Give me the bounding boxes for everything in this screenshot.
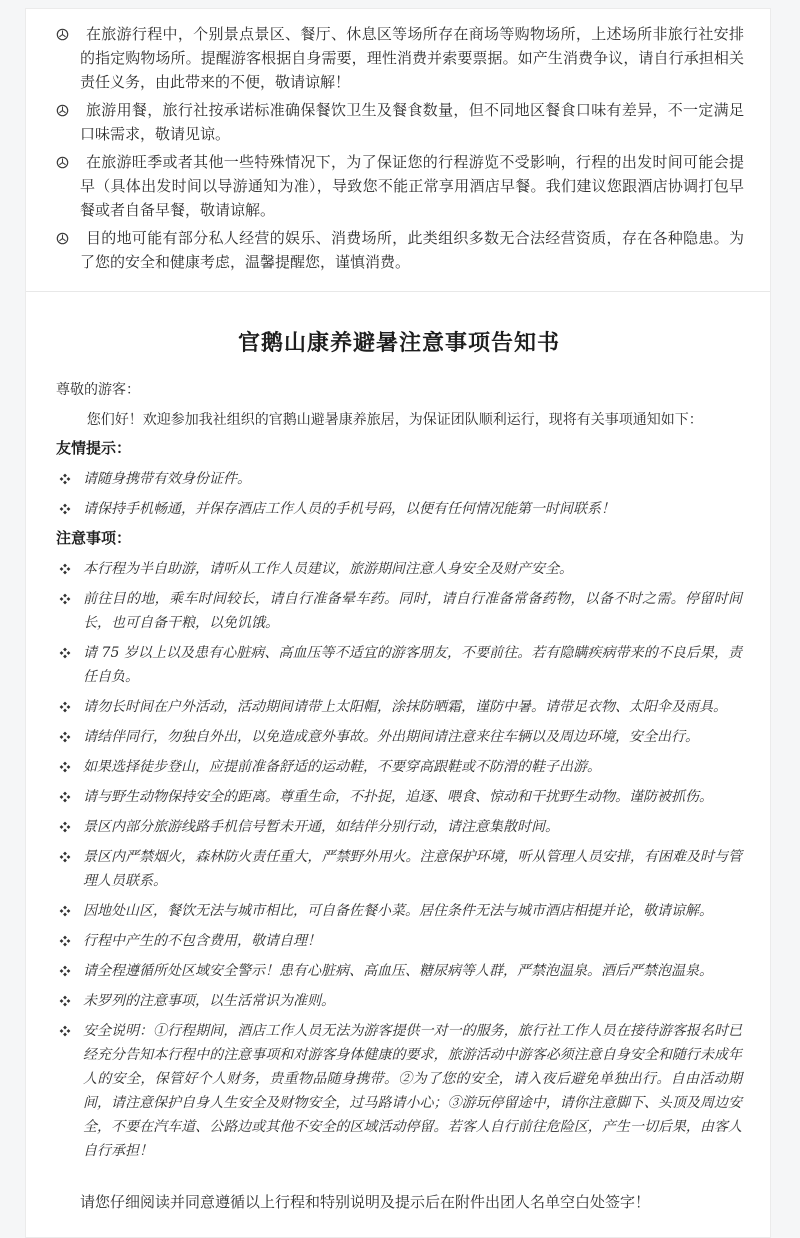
note-text: 本行程为半自助游，请听从工作人员建议，旅游期间注意人身安全及财产安全。 [83, 561, 573, 577]
note-item [56, 557, 742, 581]
salutation: 尊敬的游客： [56, 381, 140, 397]
tips-heading: 友情提示： [56, 440, 132, 457]
four-diamond-icon [59, 701, 71, 713]
clock-icon [56, 28, 69, 41]
disclaimer-text: 在旅游行程中，个别景点景区、餐厅、休息区等场所存在商场等购物场所，上述场所非旅行社安排的指定购物场所。提醒游客根据自身需要，理性消费并索要票据。如产生消费争议，请自行承担相关责任义务，由此带来的不便，敬请谅解！ [80, 26, 744, 91]
clock-icon [56, 232, 69, 245]
note-text: 请勿长时间在户外活动，活动期间请带上太阳帽，涂抹防晒霜，谨防中暑。请带足衣物、太阳伞及雨具。 [83, 699, 727, 715]
tip-item [56, 467, 742, 491]
four-diamond-icon [59, 593, 71, 605]
note-text: 景区内严禁烟火，森林防火责任重大，严禁野外用火。注意保护环境，听从管理人员安排，有困难及时与管理人员联系。 [83, 849, 742, 889]
note-item [56, 641, 742, 689]
note-item [56, 989, 742, 1013]
note-item [56, 785, 742, 809]
disclaimer-item [54, 23, 744, 95]
disclaimer-list [54, 23, 744, 275]
four-diamond-icon [59, 965, 71, 977]
disclaimer-item [54, 151, 744, 223]
note-item [56, 959, 742, 983]
note-text: 前往目的地，乘车时间较长，请自行准备晕车药。同时，请自行准备常备药物，以备不时之需。停留时间长，也可自备干粮，以免饥饿。 [83, 591, 742, 631]
notice-title: 官鹅山康养避暑注意事项告知书 [237, 330, 560, 355]
note-text: 请全程遵循所处区域安全警示！患有心脏病、高血压、糖尿病等人群，严禁泡温泉。酒后严禁泡温泉。 [83, 963, 713, 979]
note-item [56, 815, 742, 839]
tip-item [56, 497, 742, 521]
disclaimer-item [54, 99, 744, 147]
note-text: 行程中产生的不包含费用，敬请自理！ [83, 933, 321, 949]
notes-list [56, 557, 742, 1163]
tips-list [56, 467, 742, 521]
notes-heading: 注意事项： [56, 530, 132, 547]
clock-icon [56, 104, 69, 117]
disclaimer-text: 在旅游旺季或者其他一些特殊情况下，为了保证您的行程游览不受影响，行程的出发时间可能会提早（具体出发时间以导游通知为准），导致您不能正常享用酒店早餐。我们建议您跟酒店协调打包早餐或者自备早餐，敬请谅解。 [80, 154, 744, 219]
note-text: 因地处山区，餐饮无法与城市相比，可自备佐餐小菜。居住条件无法与城市酒店相提并论，敬请谅解。 [83, 903, 713, 919]
note-item [56, 929, 742, 953]
four-diamond-icon [59, 731, 71, 743]
note-item [56, 845, 742, 893]
tip-text: 请保持手机畅通，并保存酒店工作人员的手机号码，以便有任何情况能第一时间联系！ [83, 501, 615, 517]
note-item [56, 755, 742, 779]
note-item [56, 1019, 742, 1163]
note-text: 未罗列的注意事项，以生活常识为准则。 [83, 993, 335, 1009]
four-diamond-icon [59, 761, 71, 773]
notice-section [26, 292, 770, 1237]
four-diamond-icon [59, 1025, 71, 1037]
four-diamond-icon [59, 563, 71, 575]
four-diamond-icon [59, 473, 71, 485]
greeting: 您们好！欢迎参加我社组织的官鹅山避暑康养旅居，为保证团队顺利运行，现将有关事项通知如下： [86, 411, 703, 427]
four-diamond-icon [59, 821, 71, 833]
note-text: 请与野生动物保持安全的距离。尊重生命，不扑捉，追逐、喂食、惊动和干扰野生动物。谨防被抓伤。 [83, 789, 713, 805]
note-item [56, 695, 742, 719]
note-item [56, 725, 742, 749]
disclaimer-item [54, 227, 744, 275]
note-text: 如果选择徒步登山，应提前准备舒适的运动鞋，不要穿高跟鞋或不防滑的鞋子出游。 [83, 759, 601, 775]
four-diamond-icon [59, 935, 71, 947]
four-diamond-icon [59, 851, 71, 863]
disclaimer-text: 旅游用餐，旅行社按承诺标准确保餐饮卫生及餐食数量，但不同地区餐食口味有差异，不一定满足口味需求，敬请见谅。 [80, 102, 744, 143]
four-diamond-icon [59, 791, 71, 803]
four-diamond-icon [59, 647, 71, 659]
clock-icon [56, 156, 69, 169]
disclaimer-text: 目的地可能有部分私人经营的娱乐、消费场所，此类组织多数无合法经营资质，存在各种隐患。为了您的安全和健康考虑，温馨提醒您，谨慎消费。 [80, 230, 744, 271]
note-text: 请 75 岁以上以及患有心脏病、高血压等不适宜的游客朋友，不要前往。若有隐瞒疾病带来的不良后果，责任自负。 [83, 645, 742, 685]
note-text: 安全说明：①行程期间，酒店工作人员无法为游客提供一对一的服务，旅行社工作人员在接待游客报名时已经充分告知本行程中的注意事项和对游客身体健康的要求，旅游活动中游客必须注意自身安全和随行未成年人的安全，保管好个人财务，贵重物品随身携带。②为了您的安全，请入夜后避免单独出行。自由活动期间，请注意保护自身人生安全及财物安全，过马路请小心；③游玩停留途中，请你注意脚下、头顶及周边安全，不要在汽车道、公路边或其他不安全的区域活动停留。若客人自行前往危险区，产生一切后果，由客人自行承担！ [83, 1023, 742, 1159]
note-text: 景区内部分旅游线路手机信号暂未开通，如结伴分别行动，请注意集散时间。 [83, 819, 559, 835]
four-diamond-icon [59, 503, 71, 515]
note-item [56, 899, 742, 923]
note-item [56, 587, 742, 635]
document-page [25, 8, 771, 1238]
note-text: 请结伴同行，勿独自外出，以免造成意外事故。外出期间请注意来往车辆以及周边环境，安全出行。 [83, 729, 699, 745]
tip-text: 请随身携带有效身份证件。 [83, 471, 251, 487]
four-diamond-icon [59, 995, 71, 1007]
disclaimer-section [26, 9, 770, 292]
signature-instruction: 请您仔细阅读并同意遵循以上行程和特别说明及提示后在附件出团人名单空白处签字！ [80, 1194, 651, 1211]
four-diamond-icon [59, 905, 71, 917]
